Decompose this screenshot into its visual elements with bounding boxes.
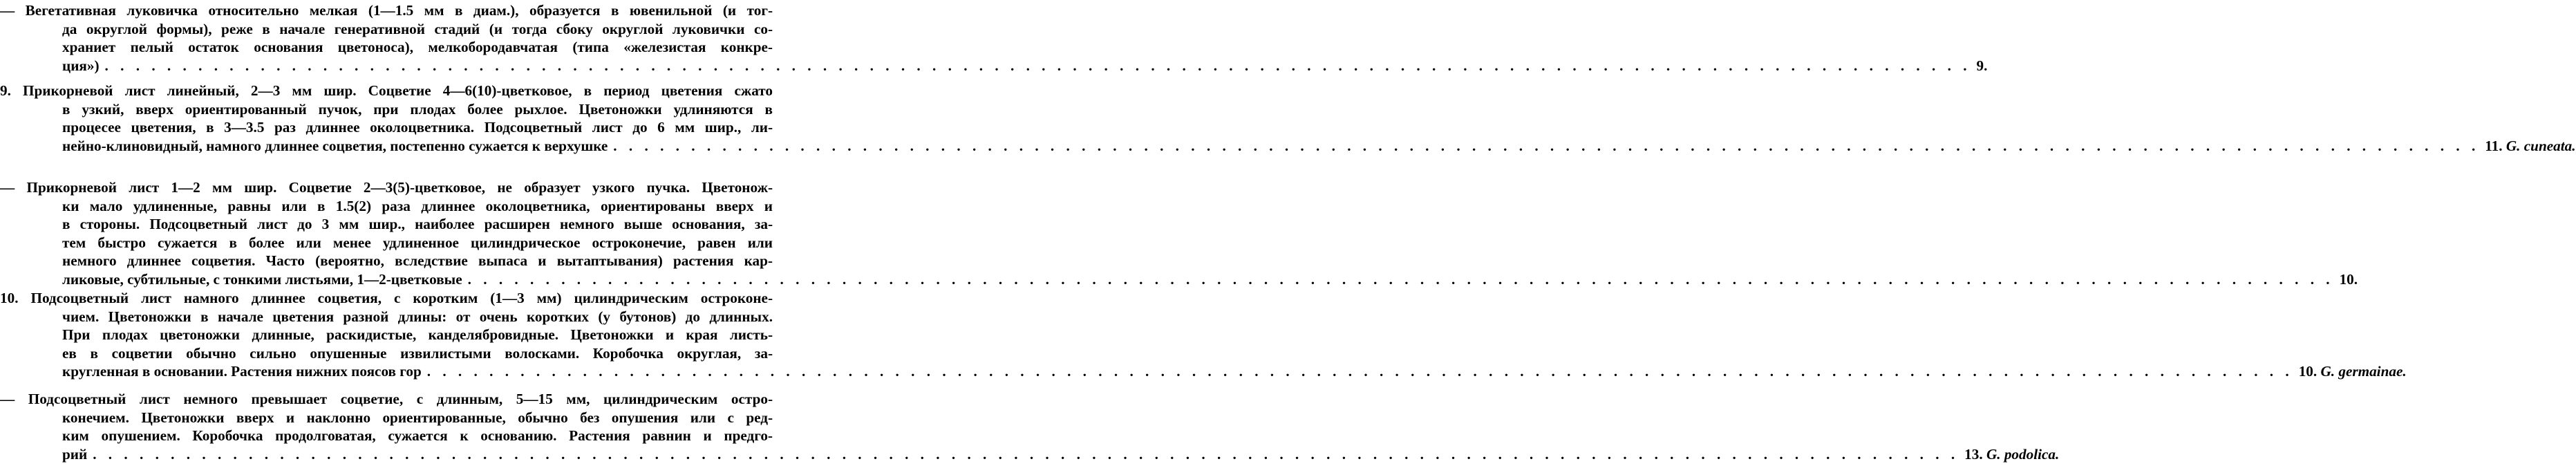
entry-text: При плодах цветоножки длинные, раскидистые, канделябровидные. Цветоножки и края листь- xyxy=(62,326,773,344)
result-number: 10. xyxy=(2339,271,2358,288)
entry-line xyxy=(62,270,2358,289)
lead-result xyxy=(2299,362,2407,381)
entry-line xyxy=(62,409,773,427)
entry-text: Подсоцветный лист немного превышает соцветие, с длинным, 5—15 мм, цилиндрическим остро- xyxy=(28,391,773,407)
entry-text: нейно-клиновидный, намного длиннее соцветия, постепенно сужается к верхушке xyxy=(62,137,608,154)
entry-line xyxy=(62,137,2576,156)
result-taxon-name: G. germainae. xyxy=(2320,363,2407,380)
entry-text: в узкий, вверх ориентированный пучок, при плодах более рыхлое. Цветоножки удлиняются в xyxy=(62,100,773,118)
entry-line xyxy=(62,100,773,119)
entry-text: храниет пелый остаток основания цветоноса), мелкобородавчатая (типа «железистая конкре- xyxy=(62,39,773,56)
entry-marker: 9. xyxy=(0,82,23,99)
lead-result xyxy=(1976,57,1987,75)
leader-dots: . . . . . . . . . . . . . . . . . . . . . . . . . . . . . . . . . . . . . . . . . . . . . . . . . . . . . . . . . . . . . . . . . . . . . . . . . . . . . . . . . . . . . . . . . . . . . . . . . . . . . . . . . . . . . . . . . . . . . . . . xyxy=(613,137,2480,154)
entry-text: кругленная в основании. Растения нижних поясов гор xyxy=(62,363,422,380)
result-number: 10. xyxy=(2298,363,2318,380)
entry-line xyxy=(62,38,773,57)
result-number: 13. xyxy=(1964,445,1983,463)
entry-text: Прикорневой лист 1—2 мм шир. Соцветие 2—3(5)-цветковое, не образует узкого пучка. Цветонож- xyxy=(26,179,773,196)
entry-text: рий xyxy=(62,445,88,463)
entry-line xyxy=(0,178,773,197)
entry-line xyxy=(62,308,773,326)
result-number: 11. xyxy=(2485,137,2503,154)
lead-result xyxy=(1964,445,2059,464)
entry-marker: 10. xyxy=(0,290,31,306)
entry-text: чием. Цветоножки в начале цветения разной длины: от очень коротких (у бутонов) до длинных. xyxy=(62,308,773,325)
entry-line xyxy=(62,197,773,216)
entry-text: немного длиннее соцветия. Часто (вероятно, вследствие выпаса и вытаптывания) растения кар- xyxy=(62,252,773,270)
entry-line xyxy=(62,362,2407,381)
entry-text: ев в соцветии обычно сильно опушенные извилистыми волосками. Коробочка округлая, за- xyxy=(62,344,773,362)
entry-text: Вегетативная луковичка относительно мелкая (1—1.5 мм в диам.), образуется в ювенильной (и тог- xyxy=(25,2,773,19)
entry-line xyxy=(62,118,773,137)
lead-result xyxy=(2340,270,2358,289)
entry-line xyxy=(0,1,773,20)
entry-marker: — xyxy=(0,391,28,407)
leader-dots: . . . . . . . . . . . . . . . . . . . . . . . . . . . . . . . . . . . . . . . . . . . . . . . . . . . . . . . . . . . . . . . . . . . . . . . . . . . . . . . . . . . . . . . . . . . . . . . . . . . . . . . . . . . . . . . . . . . . . . . . xyxy=(104,57,1971,74)
entry-text: процесее цветения, в 3—3.5 раз длиннее околоцветника. Подсоцветный лист до 6 мм шир., ли- xyxy=(62,119,773,136)
leader-dots: . . . . . . . . . . . . . . . . . . . . . . . . . . . . . . . . . . . . . . . . . . . . . . . . . . . . . . . . . . . . . . . . . . . . . . . . . . . . . . . . . . . . . . . . . . . . . . . . . . . . . . . . . . . . . . . . . . . . . . . . xyxy=(426,363,2293,380)
entry-text: Подсоцветный лист намного длиннее соцветия, с коротким (1—3 мм) цилиндрическим остроконе- xyxy=(30,290,773,306)
entry-line xyxy=(0,390,773,409)
entry-line xyxy=(62,344,773,363)
entry-line xyxy=(0,82,773,100)
entry-line xyxy=(62,234,773,252)
entry-line xyxy=(62,445,2060,464)
entry-text: ликовые, субтильные, с тонкими листьями, 1—2-цветковые xyxy=(62,271,462,288)
entry-line xyxy=(62,252,773,270)
lead-result xyxy=(2485,137,2575,156)
entry-text: ция») xyxy=(62,57,100,74)
entry-text: Прикорневой лист линейный, 2—3 мм шир. Соцветие 4—6(10)-цветковое, в период цветения сжато xyxy=(23,82,773,99)
leader-dots: . . . . . . . . . . . . . . . . . . . . . . . . . . . . . . . . . . . . . . . . . . . . . . . . . . . . . . . . . . . . . . . . . . . . . . . . . . . . . . . . . . . . . . . . . . . . . . . . . . . . . . . . . . . . . . . . . . . . . . . . xyxy=(93,445,1959,463)
entry-text: тем быстро сужается в более или менее удлиненное цилиндрическое остроконечие, равен или xyxy=(62,234,773,251)
entry-line xyxy=(62,326,773,344)
entry-marker: — xyxy=(0,2,26,19)
leader-dots: . . . . . . . . . . . . . . . . . . . . . . . . . . . . . . . . . . . . . . . . . . . . . . . . . . . . . . . . . . . . . . . . . . . . . . . . . . . . . . . . . . . . . . . . . . . . . . . . . . . . . . . . . . . . . . . . . . . . . . . . xyxy=(467,271,2334,288)
entry-line xyxy=(62,427,773,445)
entry-text: в стороны. Подсоцветный лист до 3 мм шир., наиболее расширен немного выше основания, за- xyxy=(62,216,773,233)
result-taxon-name: G. podolica. xyxy=(1986,445,2060,463)
entry-line xyxy=(62,20,773,39)
entry-marker: — xyxy=(0,179,27,196)
entry-line xyxy=(0,289,773,308)
entry-line xyxy=(62,215,773,234)
entry-text: ким опушением. Коробочка продолговатая, сужается к основанию. Растения равнин и предго- xyxy=(62,427,773,445)
entry-text: конечием. Цветоножки вверх и наклонно ориентированные, обычно без опушения или с ред- xyxy=(62,409,773,426)
entry-text: ки мало удлиненные, равны или в 1.5(2) раза длиннее околоцветника, ориентированы вверх и xyxy=(62,197,773,214)
result-number: 9. xyxy=(1976,57,1988,74)
result-taxon-name: G. cuneata. xyxy=(2506,137,2576,154)
entry-line xyxy=(62,57,1988,75)
entry-text: да округлой формы), реже в начале генеративной стадий (и тогда сбоку округлой луковички со- xyxy=(62,20,773,37)
